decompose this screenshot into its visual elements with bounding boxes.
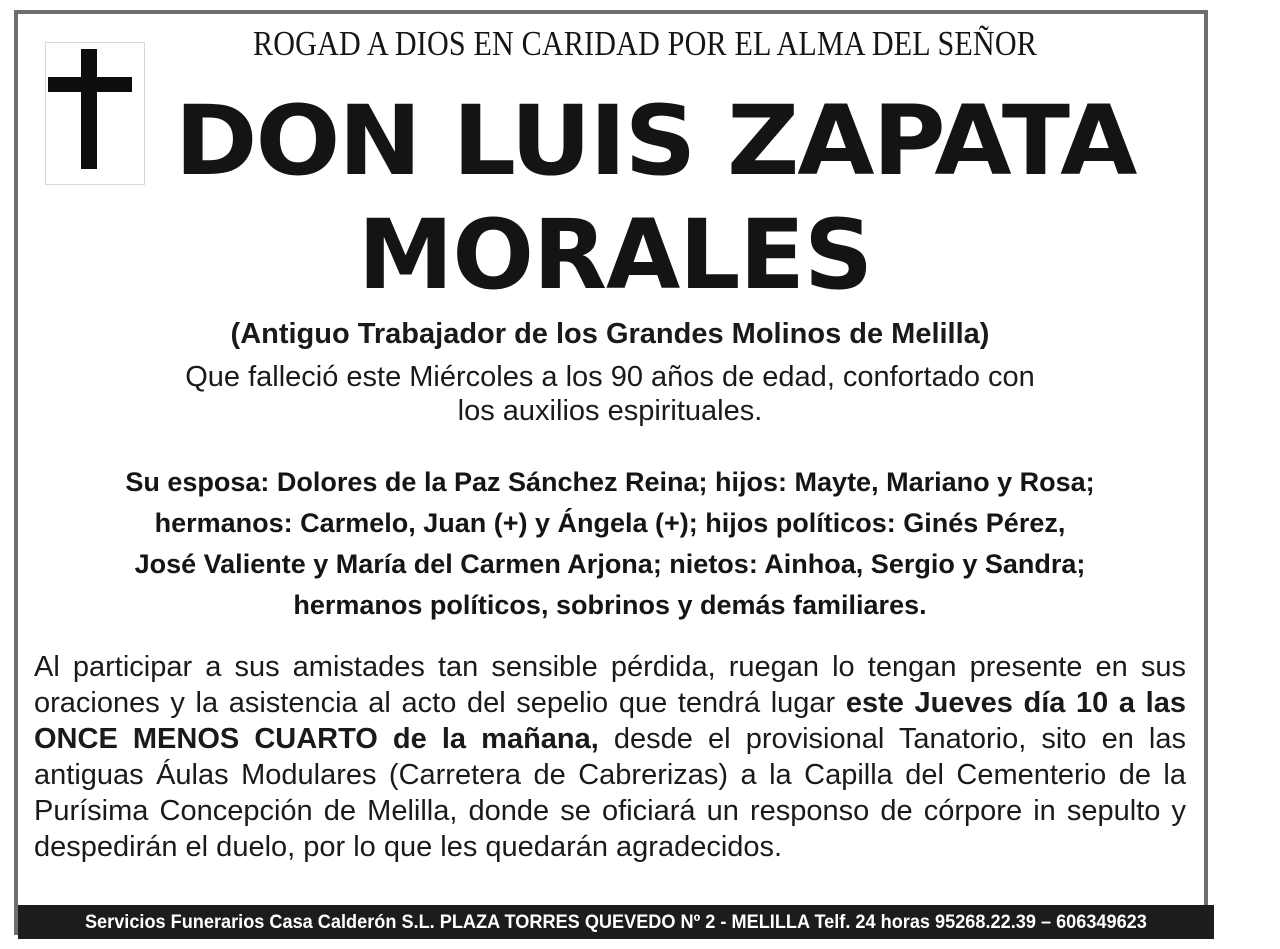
- family-line-2: hermanos: Carmelo, Juan (+) y Ángela (+); hijos políticos: Ginés Pérez,: [154, 508, 1066, 538]
- family-line-3: José Valiente y María del Carmen Arjona; nietos: Ainhoa, Sergio y Sandra;: [134, 549, 1086, 579]
- death-notice-line-1: Que falleció este Miércoles a los 90 años de edad, confortado con: [185, 361, 1035, 393]
- invocation-line: ROGAD A DIOS EN CARIDAD POR EL ALMA DEL SEÑOR: [253, 24, 1037, 63]
- ceremony-text-before: Al participar a sus amistades tan sensible pérdida, ruegan lo tengan presente en sus oraciones y la asistencia al acto del sepelio que tendrá lugar: [34, 651, 1186, 719]
- footer-bar: [18, 905, 1214, 939]
- occupation-line: (Antiguo Trabajador de los Grandes Molinos de Melilla): [230, 318, 990, 350]
- family-line-1: Su esposa: Dolores de la Paz Sánchez Reina; hijos: Mayte, Mariano y Rosa;: [125, 467, 1095, 497]
- deceased-name-line-1: DON LUIS ZAPATA: [174, 85, 1136, 197]
- ceremony-text-after: desde el provisional Tanatorio, sito en las antiguas Áulas Modulares (Carretera de Cabrerizas) a la Capilla del Cementerio de la Purísima Concepción de Melilla, donde se oficiará un responso de córpore in sepulto y despedirán el duelo, por lo que les quedarán agradecidos.: [34, 723, 1187, 863]
- ceremony-paragraph: [34, 649, 1186, 865]
- family-list: [30, 462, 1190, 626]
- death-notice: [90, 360, 1130, 428]
- footer-contact-text: Servicios Funerarios Casa Calderón S.L. PLAZA TORRES QUEVEDO Nº 2 - MELILLA Telf. 24 horas 95268.22.39 – 606349623: [85, 911, 1147, 933]
- ceremony-date-time: este Jueves día 10 a las ONCE MENOS CUARTO de la mañana,: [34, 687, 1186, 755]
- death-notice-line-2: los auxilios espirituales.: [457, 395, 763, 427]
- family-line-4: hermanos políticos, sobrinos y demás familiares.: [293, 590, 927, 620]
- deceased-name-line-2: MORALES: [357, 199, 873, 311]
